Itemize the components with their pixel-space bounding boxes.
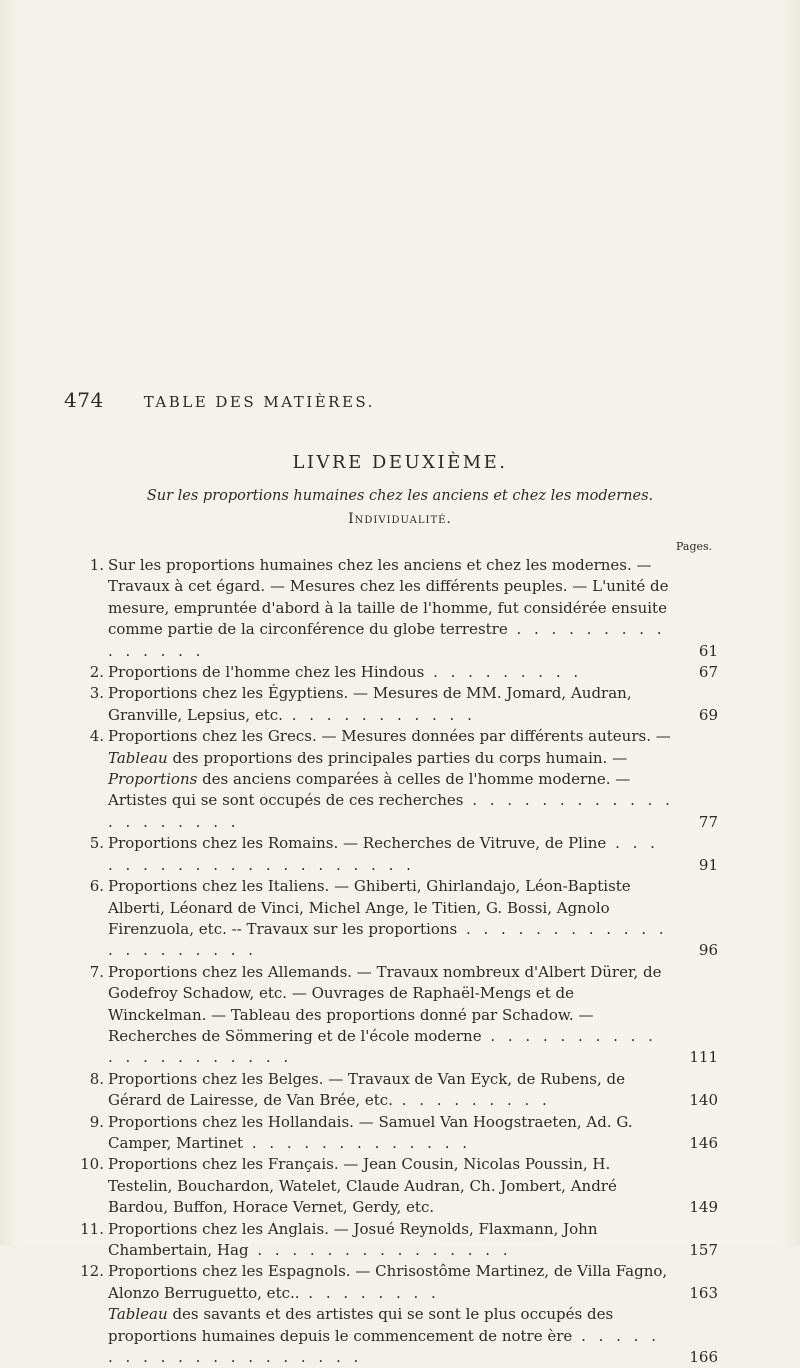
entry-text: Proportions chez les Français. — Jean Cousin, Nicolas Poussin, H. Testelin, Bouchardon, Watelet, Claude Audran, Ch. Jombert, André Bardou, Buffon, Horace Vernet, Gerdy, etc.: [108, 1155, 617, 1217]
entry-number: 11.: [80, 1219, 104, 1238]
entry-page: 149: [689, 1198, 718, 1217]
book-title: LIVRE DEUXIÈME.: [292, 452, 508, 473]
entry-page: 91: [698, 855, 718, 874]
entry-number: 2.: [89, 663, 104, 682]
toc-entry: [78, 1154, 718, 1218]
toc-entry: [78, 662, 718, 683]
running-title: TABLE DES MATIÈRES.: [143, 393, 375, 411]
toc-closing-entry: [78, 1304, 718, 1368]
entry-number: 3.: [89, 684, 104, 703]
pages-column-label: Pages.: [676, 540, 713, 553]
entry-number: 12.: [80, 1262, 104, 1281]
entry-page: 140: [689, 1091, 718, 1110]
toc-entry: [78, 555, 718, 662]
toc-entry: [78, 1219, 718, 1262]
entry-page: 69: [698, 705, 718, 724]
entry-text: Proportions chez les Hollandais. — Samuel Van Hoogstraeten, Ad. G. Camper, Martinet . . . . . . . . . . . . .: [108, 1112, 633, 1152]
entry-text: Proportions chez les Allemands. — Travaux nombreux d'Albert Dürer, de Godefroy Schadow, etc. — Ouvrages de Raphaël-Mengs et de Winckelman. — Tableau des proportions donné par Schadow. — Recherches de Sömmering et de l'école moderne . . . . . . . . . . . . . . . . . . . . .: [108, 962, 662, 1067]
entry-number: 4.: [89, 727, 104, 746]
entry-number: 9.: [89, 1112, 104, 1131]
toc-entry: [78, 1069, 718, 1112]
toc-entry: [78, 1261, 718, 1304]
entry-text: Proportions chez les Anglais. — Josué Reynolds, Flaxmann, John Chambertain, Hag . . . . . . . . . . . . . . .: [108, 1219, 598, 1259]
entry-page: 157: [689, 1241, 718, 1259]
entry-text: Proportions chez les Belges. — Travaux de Van Eyck, de Rubens, de Gérard de Lairesse, de Van Brée, etc. . . . . . . . . .: [108, 1069, 626, 1110]
entry-text: Proportions chez les Égyptiens. — Mesures de MM. Jomard, Audran, Granville, Lepsius, etc. . . . . . . . . . . .: [108, 684, 632, 724]
entry-page: 111: [689, 1048, 718, 1067]
page-number: 474: [64, 388, 104, 412]
entry-number: 1.: [89, 556, 104, 574]
entry-page: 61: [698, 641, 718, 660]
toc-entry: [78, 962, 718, 1069]
entry-page: 166: [689, 1348, 718, 1367]
entry-text: Proportions de l'homme chez les Hindous . . . . . . . . .: [108, 663, 583, 682]
entry-number: 5.: [89, 834, 104, 853]
entry-page: 146: [689, 1133, 718, 1152]
entry-number: 10.: [80, 1155, 104, 1174]
toc-entry: [78, 833, 718, 876]
entry-text: Sur les proportions humaines chez les anciens et chez les modernes. — Travaux à cet égard. — Mesures chez les différents peuples. — L'unité de mesure, empruntée d'abord à la taille de l'homme, fut considérée ensuite comme partie de la circonférence du globe terrestre . . . . . . . . . . . . . . .: [108, 556, 669, 660]
entry-number: 6.: [89, 877, 104, 896]
entry-page: 163: [689, 1283, 718, 1302]
entry-text: Tableau des savants et des artistes qui se sont le plus occupés des proportions humaines depuis le commencement de notre ère . . . . . . . . . . . . . . . . . . . .: [108, 1305, 660, 1367]
entry-page: 96: [698, 941, 718, 960]
entry-number: 8.: [89, 1069, 104, 1088]
section-title: Individualité.: [348, 511, 452, 527]
toc-entry: [78, 1112, 718, 1155]
toc-entry: [78, 876, 718, 962]
subtitle: Sur les proportions humaines chez les anciens et chez les modernes.: [146, 488, 654, 504]
toc-entry: [78, 726, 718, 833]
toc-entry: [78, 683, 718, 726]
page-header: [64, 388, 664, 412]
entry-number: 7.: [89, 962, 104, 981]
entry-text: Proportions chez les Espagnols. — Chrisostôme Martinez, de Villa Fagno, Alonzo Berruguetto, etc.. . . . . . . . .: [108, 1262, 668, 1302]
entry-page: 67: [698, 663, 718, 682]
entry-text: Proportions chez les Romains. — Recherches de Vitruve, de Pline . . . . . . . . . . . . . . . . . . . . .: [108, 834, 659, 874]
entry-text: Proportions chez les Italiens. — Ghiberti, Ghirlandajo, Léon-Baptiste Alberti, Léonard de Vinci, Michel Ange, le Titien, G. Bossi, Agnolo Firenzuola, etc. -- Travaux sur les proportions . . . . . . . . . . . . . . . . . . . . .: [108, 877, 668, 960]
entry-page: 77: [698, 812, 718, 831]
table-of-contents: [78, 555, 718, 1368]
entry-text: Proportions chez les Grecs. — Mesures données par différents auteurs. — Tableau des proportions des principales parties du corps humain. — Proportions des anciens comparées à celles de l'homme moderne. — Artistes qui se sont occupés de ces recherches . . . . . . . . . . . . . . . . . . . .: [108, 727, 674, 831]
